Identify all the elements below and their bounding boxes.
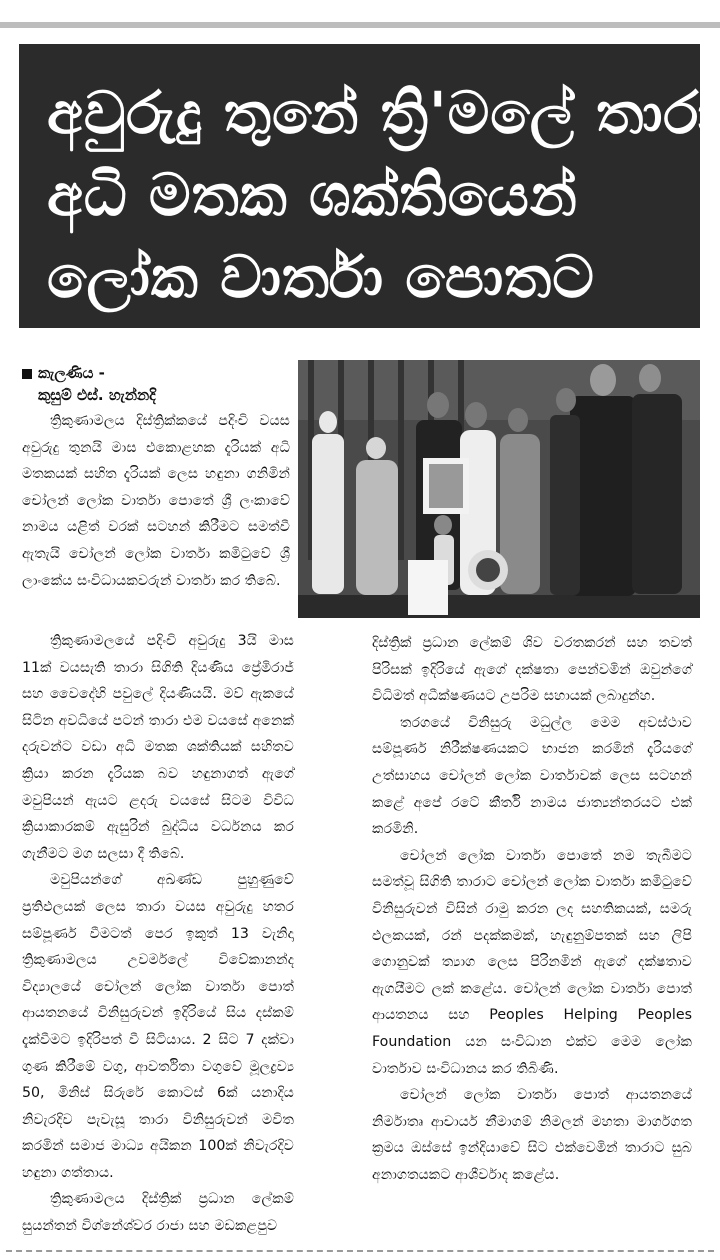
byline-location: කැලණිය - xyxy=(38,364,105,382)
paragraph: ත්‍රිකුණාමලය දිස්ත්‍රික් ප්‍රධාන ලේකම් සුයන්තන් විග්නේශ්වර රාජා සහ මඩකළපුව xyxy=(22,1191,294,1235)
headline-banner xyxy=(19,44,719,328)
paragraph: මවුපියන්ගේ අඛණ්ඩ පුහුණුවේ ප්‍රතිඵලයක් ලෙස තාරා වයස අවුරුදු හතර සම්පූර්ණ වීමටත් පෙර ඉකුත් 13 වැනිදා ත්‍රිකුණාමලය උවර්මලේ විවේකානන්ද විද්‍යාලයේ චෝලන් ලෝක වාර්තා පොත් ආයතනයේ විනිසුරුවන් ඉදිරියේ සිය දස්කම් දැක්වීමට ඉදිරිපත් වී සිටියාය. 2 සිට 7 දක්වා ගුණ කිරීමේ වගු, ආවර්තිතා වගුවේ මූලද්‍රව්‍ය 50, මිනිස් සිරුරේ කොටස් 6ක් යනාදිය නිවැරදිව පැවැසූ තාරා විනිසුරුවන් මවිත කරමින් සමාජ මාධ්‍ය අයිකන 100ක් නිවැරදිව හඳුනා ගත්තාය. xyxy=(22,872,294,1181)
event-photo-illustration xyxy=(298,360,700,618)
paragraph: තරගයේ විනිසුරු මධුල්ල මෙම අවස්ථාව සම්පූර්ණ නිරීක්ෂණයකට භාජන කරමින් දැරියගේ උත්සාහය චෝලන් ලෝක වාර්තාවක් ලෙස සටහන් කළේ අපේ රටේ කීර්ති නාමය ජාත්‍යන්තරයට එක් කරමිනි. xyxy=(372,714,692,838)
article-column-1-bottom xyxy=(22,628,294,1240)
bottom-dashed-rule xyxy=(6,1250,714,1252)
event-photo xyxy=(298,360,700,618)
byline-author: කුසුම් එස්. හැන්නදි xyxy=(38,386,156,404)
paragraph: ත්‍රිකුණාමලයේ පදිංචි අවුරුදු 3යි මාස 11ක් වයසැති තාරා සිගිති දියණිය ප්‍රේමිරාජ් සහ වෛදේහි පවුලේ දියණියයි. මව් ඇකයේ සිටින අවධියේ පටන් තාරා එම වයසේ අනෙක් දරුවන්ට වඩා අධි මතක ශක්තියක් සහිතව ක්‍රියා කරන දැරියක බව හඳුනාගත් ඇගේ මවුපියන් ඇයට ළදරු වයසේ සිටම විවිධ ක්‍රියාකාරකම් ඇසුරින් බුද්ධිය වර්ධනය කර ගැනීමට මග සලසා දී තිබේ. xyxy=(22,633,294,862)
article-column-2 xyxy=(372,630,692,1188)
bullet-square-icon xyxy=(22,369,32,379)
paragraph: චෝලන් ලෝක වාර්තා පොතේ නම තැබීමට සමත්වූ සිගිති තාරාට චෝලන් ලෝක වාර්තා කමිටුවේ විනිසුරුවන් විසින් රාමු කරන ලද සහතිකයක්, සමරු ඵලකයක්, රන් පදක්කමක්, හැඳුනුම්පතක් සහ ලිපි ගොනුවක් ත්‍යාග ලෙස පිරිනමින් ඇගේ දක්ෂතාව ඇගයීමට ලක් කළේය. චෝලන් ලෝක වාර්තා පොත් ආයතනය සහ Peoples Helping Peoples Foundation යන සංවිධාන එක්ව මෙම ලෝක වාර්තාව සංවිධානය කර තිබිණි. xyxy=(372,847,692,1077)
top-rule xyxy=(0,22,720,28)
article-column-1-top xyxy=(22,408,290,594)
headline-line-1: අවුරුදු තුනේ ත්‍රි'මලේ තාරා xyxy=(47,79,719,147)
paragraph: ත්‍රිකුණාමලය දිස්ත්‍රික්කයේ පදිංචි වයස අවුරුදු තුනයි මාස එකොළහක දැරියක් අධි මතකයක් සහිත දැරියක් ලෙස හඳුනා ගනිමින් චෝලන් ලෝක වාර්තා පොතේ ශ්‍රී ලංකාවේ නාමය යළිත් වරක් සටහන් කිරීමට සමත්වී ඇතැයි චෝලන් ලෝක වාර්තා කමිටුවේ ශ්‍රී ලාංකේය සංවිධායකවරුන් වාර්තා කර තිබේ. xyxy=(22,413,290,589)
byline xyxy=(22,362,292,406)
headline-line-3: ලෝක වාර්තා පොතට xyxy=(47,243,595,311)
paragraph: දිස්ත්‍රික් ප්‍රධාන ලේකම් ශිව වරතකරන් සහ තවත් පිරිසක් ඉදිරියේ ඇගේ දක්ෂතා පෙන්වමින් ඔවුන්ගේ විධිමත් අධීක්ෂණයට උපරිම සහායක් ලබාදුන්හ. xyxy=(372,635,692,705)
paragraph: චෝලන් ලෝක වාර්තා පොත් ආයතනයේ නිර්මාතෘ ආචාර්ය නීමාගම් නිමලන් මහතා මාර්ගගත ක්‍රමය ඔස්සේ ඉන්දියාවේ සිට එක්වෙමින් තාරාට සුබ අනාගතයකට ආශීර්වාද කළේය. xyxy=(372,1087,692,1183)
headline-line-2: අධි මතක ශක්තියෙන් xyxy=(47,161,578,229)
